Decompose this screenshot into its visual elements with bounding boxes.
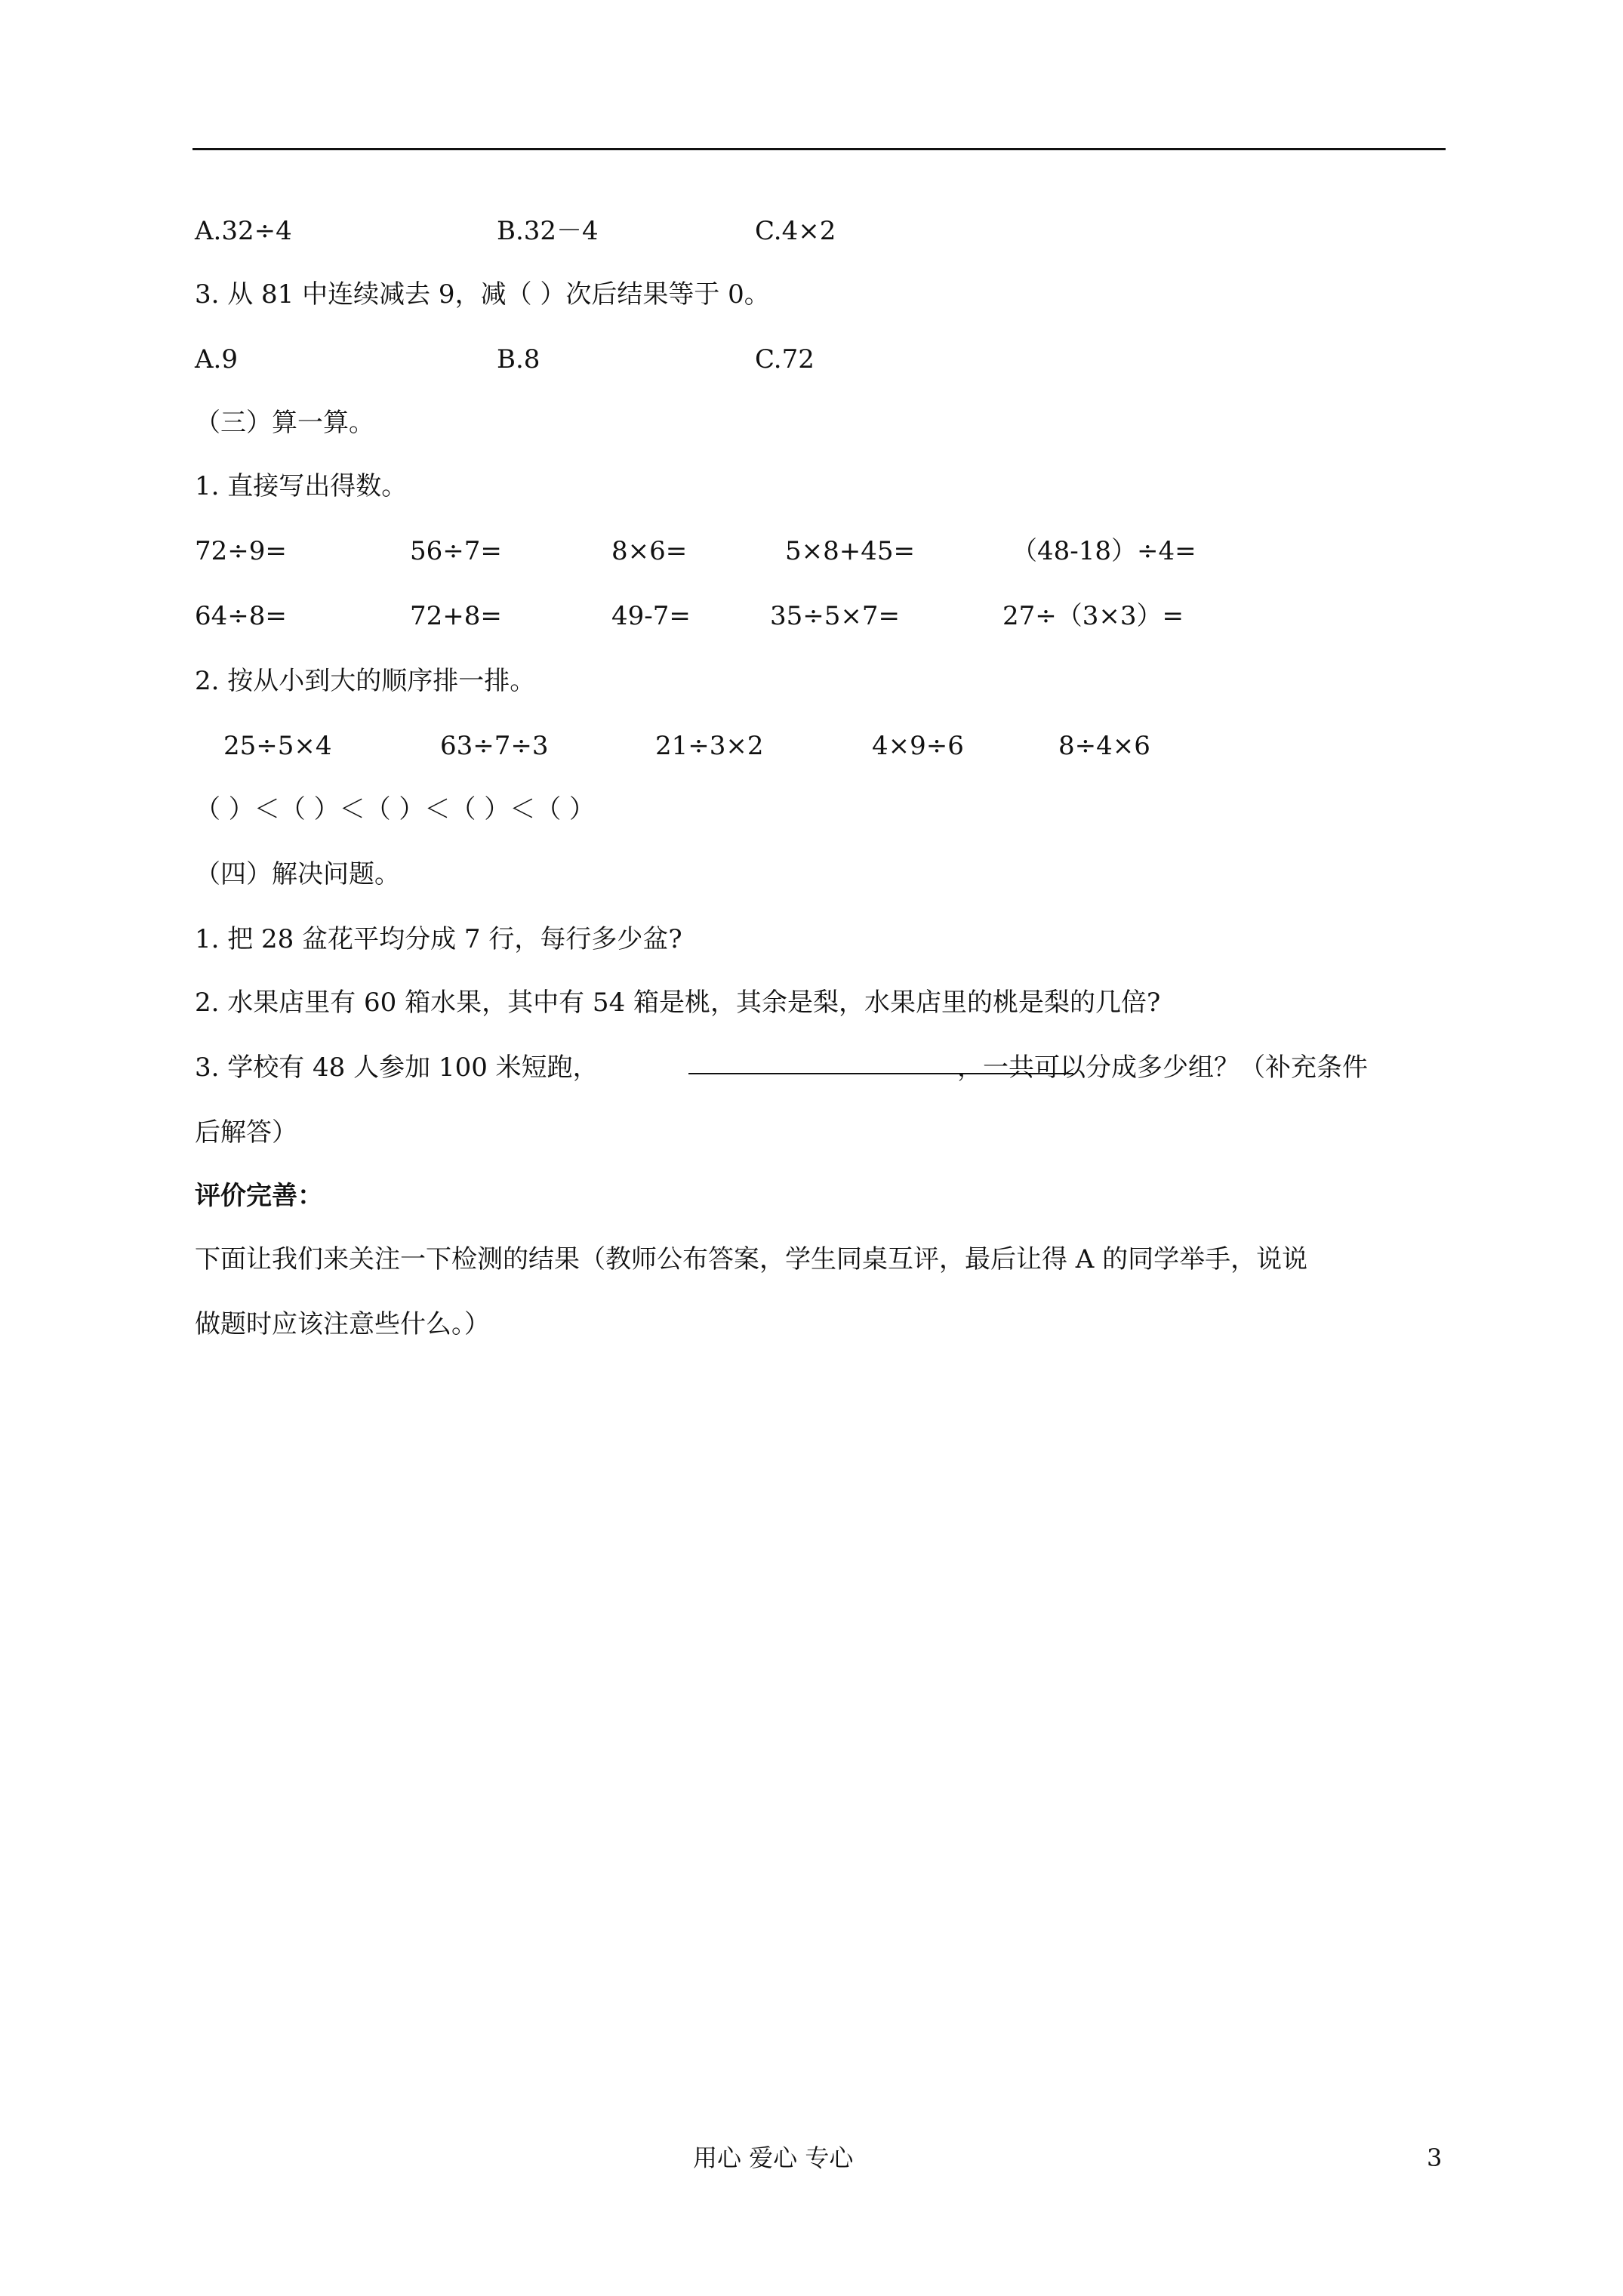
section4-title: （四）解决问题。 [195,859,400,889]
page-number: 3 [1427,2143,1443,2172]
evaluation-line-1: 下面让我们来关注一下检测的结果（教师公布答案，学生同桌互评，最后让得 A 的同学举手，说说 [195,1244,1308,1274]
calc-r1-c4: 5×8+45= [785,536,915,566]
calc-r2-c4: 35÷5×7= [770,601,900,631]
order-answer-line: （ ）＜（ ）＜（ ）＜（ ）＜（ ） [195,794,596,824]
order-expr-4: 4×9÷6 [872,731,964,761]
calc-r2-c1: 64÷8= [195,601,287,631]
problem-3-left: 3. 学校有 48 人参加 100 米短跑， [195,1052,599,1083]
q3-option-b: B.8 [497,344,540,374]
order-expr-5: 8÷4×6 [1058,731,1150,761]
q3-option-a: A.9 [195,344,238,374]
calc-r1-c5: （48-18）÷4= [1012,536,1196,566]
section3-sub2: 2. 按从小到大的顺序排一排。 [195,666,536,696]
footer-motto: 用心 爱心 专心 [693,2143,854,2172]
calc-r1-c1: 72÷9= [195,536,287,566]
header-rule [192,148,1446,150]
q3-option-c: C.72 [755,344,815,374]
order-expr-3: 21÷3×2 [655,731,764,761]
q2-option-c: C.4×2 [755,216,836,246]
evaluation-title: 评价完善： [195,1181,323,1211]
problem-3-right: ，一共可以分成多少组？（补充条件 [957,1052,1368,1083]
problem-1: 1. 把 28 盆花平均分成 7 行，每行多少盆? [195,924,682,954]
evaluation-line-2: 做题时应该注意些什么。） [195,1309,490,1339]
problem-2: 2. 水果店里有 60 箱水果，其中有 54 箱是桃，其余是梨，水果店里的桃是梨的几倍? [195,988,1161,1018]
calc-r1-c3: 8×6= [611,536,688,566]
calc-r2-c3: 49-7= [611,601,691,631]
q3-text: 3. 从 81 中连续减去 9，减（ ）次后结果等于 0。 [195,279,770,310]
calc-r2-c2: 72+8= [410,601,502,631]
section3-sub1: 1. 直接写出得数。 [195,471,408,501]
order-expr-1: 25÷5×4 [223,731,332,761]
problem-3-continuation: 后解答） [195,1117,297,1148]
q2-option-b: B.32－4 [497,216,599,246]
calc-r2-c5: 27÷（3×3）= [1002,601,1184,631]
calc-r1-c2: 56÷7= [410,536,502,566]
section3-title: （三）算一算。 [195,408,374,438]
order-expr-2: 63÷7÷3 [440,731,549,761]
q2-option-a: A.32÷4 [195,216,292,246]
